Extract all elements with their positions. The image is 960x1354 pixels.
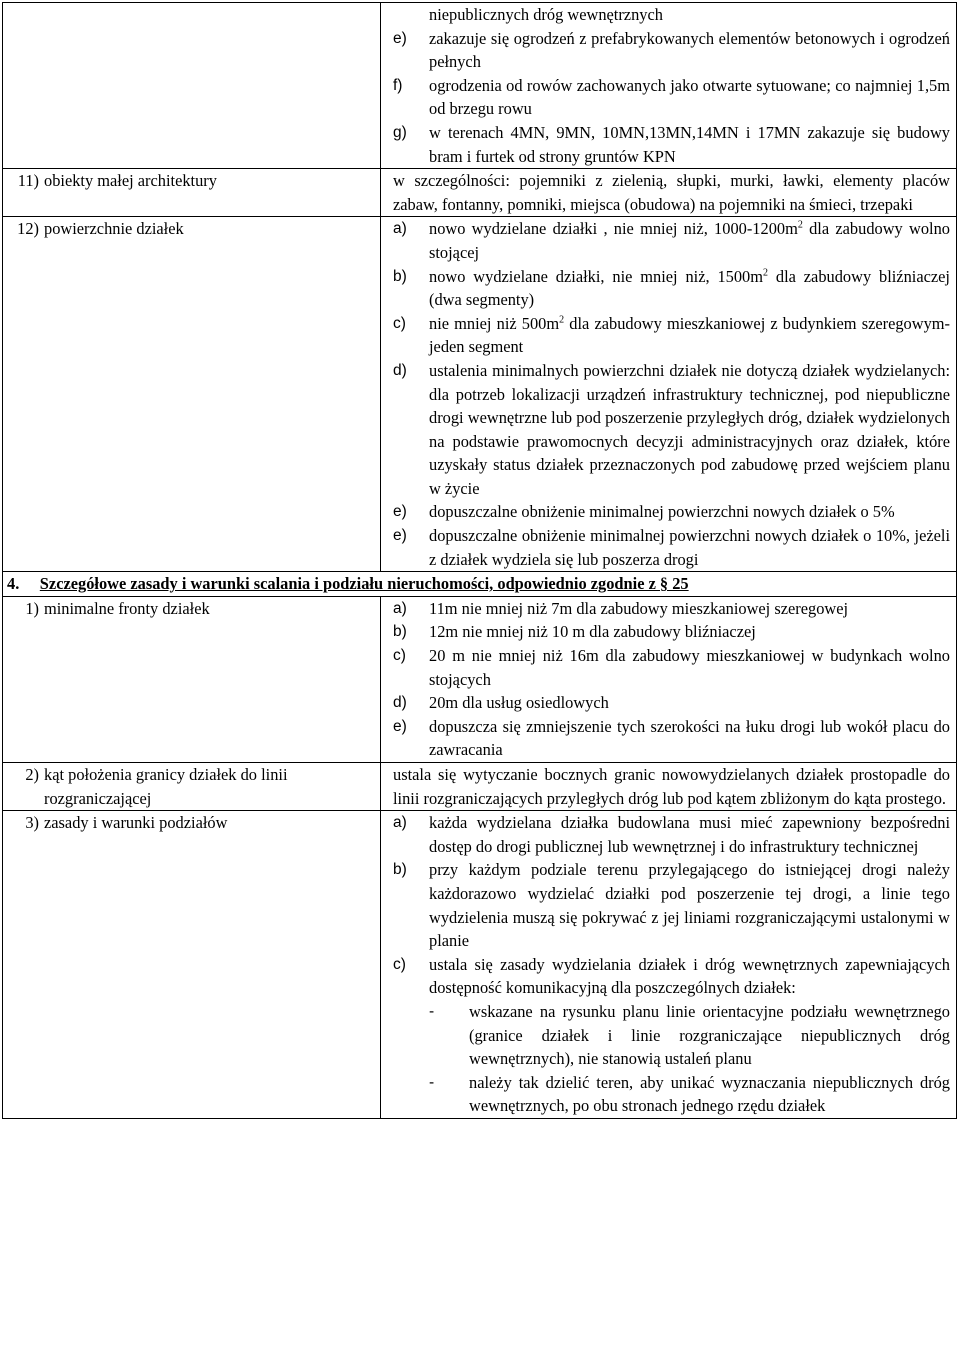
- list-item: e) dopuszcza się zmniejszenie tych szerokości na łuku drogi lub wokół placu do zawracania: [393, 716, 950, 760]
- row-label: kąt położenia granicy działek do linii rozgraniczającej: [44, 765, 288, 808]
- list-subitem: - wskazane na rysunku planu linie orientacyjne podziału wewnętrznego (granice działek i linie rozgraniczające niepublicznych dróg wewnętrznych), nie stanowią ustaleń planu: [429, 1001, 950, 1069]
- list-item: e) dopuszczalne obniżenie minimalnej powierzchni nowych działek o 10%, jeżeli z działek wydziela się lub poszerza drogi: [393, 526, 950, 569]
- section-header-row: [3, 572, 957, 597]
- list-item: c) 20 m nie mniej niż 16m dla zabudowy mieszkaniowej w budynkach wolno stojących: [393, 646, 950, 689]
- row-label: minimalne fronty działek: [44, 598, 210, 618]
- list-item: b) 12m nie mniej niż 10 m dla zabudowy bliźniaczej: [393, 622, 756, 642]
- list-item: c) ustala się zasady wydzielania działek i dróg wewnętrznych zapewniających dostępność komunikacyjną dla poszczególnych działek:: [393, 954, 950, 998]
- table-row: [3, 596, 957, 762]
- row-number: 3): [25, 813, 39, 833]
- list-item: b) nowo wydzielane działki, nie mniej niż, $1500m^2$ dla zabudowy bliźniaczej (dwa segmenty): [393, 266, 950, 310]
- row-number: 11): [17, 171, 39, 191]
- empty-label-cell: [3, 3, 381, 169]
- row-content-cell: [381, 217, 957, 572]
- row-content-cell: [381, 596, 957, 762]
- row-label-cell: [3, 169, 381, 217]
- row-content-cell: ustala się wytyczanie bocznych granic nowowydzielanych działek prostopadle do linii rozgraniczających przyległych dróg lub pod kątem zbliżonym do kąta prostego.: [381, 763, 957, 811]
- list-subitem: - należy tak dzielić teren, aby unikać wyznaczania niepublicznych dróg wewnętrznych, po obu stronach jednego rzędu działek: [429, 1072, 950, 1116]
- table-row: [3, 169, 957, 217]
- row-number: 1): [25, 598, 39, 618]
- row-label-cell: [3, 811, 381, 1119]
- list-item: g) w terenach 4MN, 9MN, 10MN,13MN,14MN i 17MN zakazuje się budowy bram i furtek od strony gruntów KPN: [393, 122, 950, 166]
- row-label: obiekty małej architektury: [44, 171, 217, 191]
- list-item: a) nowo wydzielane działki , nie mniej niż, $1000-1200m^2$ dla zabudowy wolno stojącej: [393, 219, 950, 262]
- list-item: niepublicznych dróg wewnętrznych: [429, 5, 663, 24]
- table-row: [3, 763, 957, 811]
- list-item: d) 20m dla usług osiedlowych: [393, 693, 609, 713]
- table-row: [3, 811, 957, 1119]
- table-row: [3, 217, 957, 572]
- row-label: zasady i warunki podziałów: [44, 813, 228, 833]
- row-label-cell: [3, 217, 381, 572]
- list-item: d) ustalenia minimalnych powierzchni działek nie dotyczą działek wydzielanych: dla potrzeb lokalizacji urządzeń infrastruktury technicznej, pod niepubliczne drogi wewnętrzne lub pod poszerzenie przyległych dróg, działek wydzielonych na podstawie prawomocnych decyzji administracyjnych oraz działek, które uzyskały status działek przeznaczonych pod zabudowę przed wejściem planu w życie: [393, 360, 950, 498]
- list-item: b) przy każdym podziale terenu przylegającego do istniejącej drogi należy każdorazowo wydzielać działki pod poszerzenie tej drogi, a linie tego wydzielenia muszą się pokrywać z jej liniami rozgraniczającymi ustalonymi w planie: [393, 860, 950, 951]
- section-heading: 4. Szczegółowe zasady i warunki scalania i podziału nieruchomości, odpowiednio zgodnie z § 25: [3, 572, 957, 597]
- row-label: powierzchnie działek: [44, 219, 184, 239]
- row-label-cell: [3, 596, 381, 762]
- row-content-cell: w szczególności: pojemniki z zielenią, słupki, murki, ławki, elementy placów zabaw, fontanny, pomniki, miejsca (obudowa) na pojemniki na śmieci, trzepaki: [381, 169, 957, 217]
- row-number: 12): [17, 219, 39, 239]
- row-label-cell: [3, 763, 381, 811]
- list-item: e) dopuszczalne obniżenie minimalnej powierzchni nowych działek o 5%: [393, 502, 895, 522]
- table-row: [3, 3, 957, 169]
- list-item: a) każda wydzielana działka budowlana musi mieć zapewniony bezpośredni dostęp do drogi publicznej lub wewnętrznej i do infrastruktury technicznej: [393, 813, 950, 856]
- row-number: 2): [25, 765, 39, 784]
- list-item: a) 11m nie mniej niż 7m dla zabudowy mieszkaniowej szeregowej: [393, 598, 849, 618]
- fence-rules-cell: [381, 3, 957, 169]
- list-item: f) ogrodzenia od rowów zachowanych jako otwarte sytuowane; co najmniej 1,5m od brzegu rowu: [393, 75, 950, 119]
- row-content-cell: [381, 811, 957, 1119]
- regulations-table: [2, 2, 957, 1119]
- list-item: e) zakazuje się ogrodzeń z prefabrykowanych elementów betonowych i ogrodzeń pełnych: [393, 28, 950, 72]
- list-item: c) nie mniej niż $500m^2$ dla zabudowy mieszkaniowej z budynkiem szeregowym-jeden segment: [393, 313, 950, 357]
